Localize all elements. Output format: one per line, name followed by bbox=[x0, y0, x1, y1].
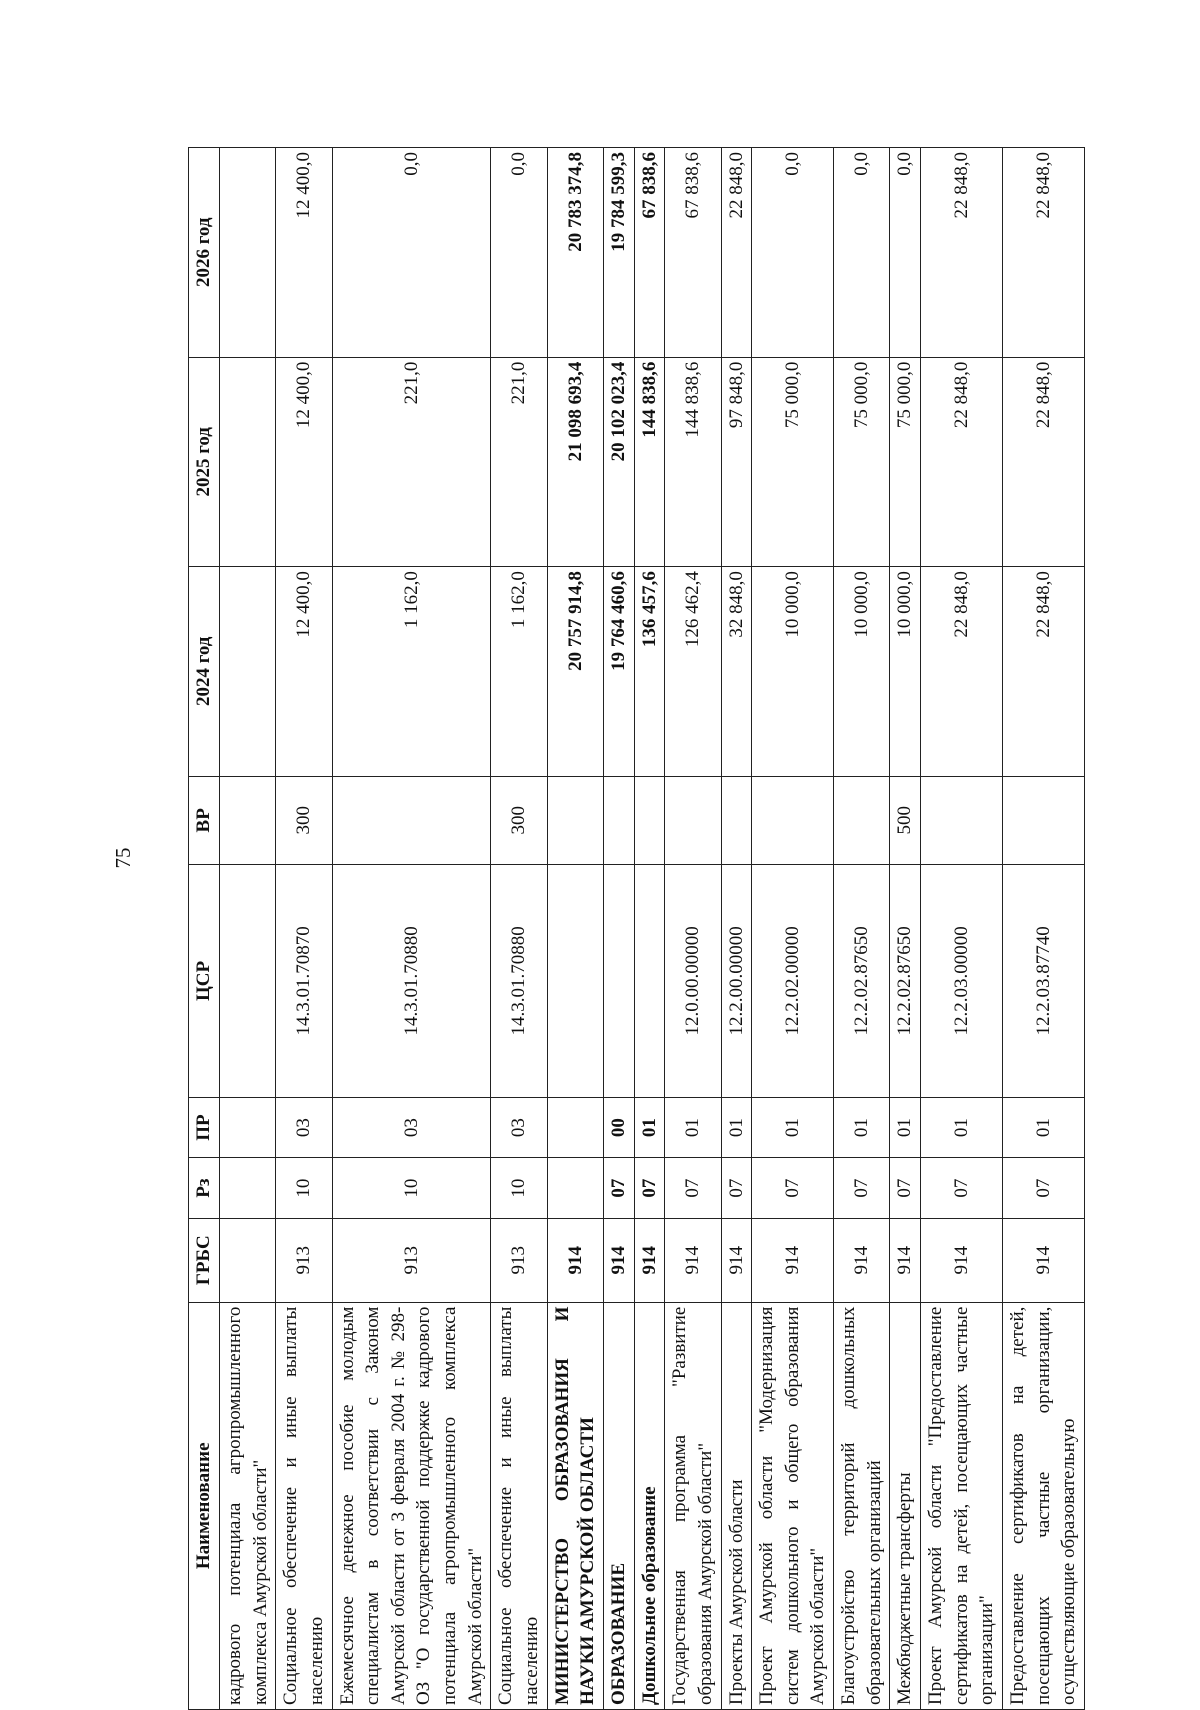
table-row bbox=[491, 148, 547, 1710]
cell-pr: 01 bbox=[752, 1097, 834, 1158]
cell-csr: 14.3.01.70880 bbox=[491, 865, 547, 1098]
cell-rz: 07 bbox=[890, 1158, 921, 1219]
table-row bbox=[547, 148, 603, 1710]
cell-rz: 10 bbox=[332, 1158, 491, 1219]
cell-2026: 0,0 bbox=[332, 148, 491, 358]
cell-csr: 12.0.00.00000 bbox=[665, 865, 721, 1098]
cell-rz: 07 bbox=[752, 1158, 834, 1219]
table-body bbox=[220, 148, 1085, 1710]
cell-2025: 21 098 693,4 bbox=[547, 357, 603, 567]
table-row bbox=[603, 148, 634, 1710]
cell-name: Проект Амурской области "Предоставление сертификатов на детей, посещающих частные организации" bbox=[921, 1302, 1003, 1709]
table-row bbox=[890, 148, 921, 1710]
cell-grbs: 914 bbox=[721, 1218, 752, 1302]
cell-name: Проект Амурской области "Модернизация систем дошкольного и общего образования Амурской области" bbox=[752, 1302, 834, 1709]
cell-2024: 22 848,0 bbox=[1002, 567, 1084, 777]
cell-rz: 07 bbox=[1002, 1158, 1084, 1219]
cell-pr: 01 bbox=[921, 1097, 1003, 1158]
cell-rz: 07 bbox=[834, 1158, 890, 1219]
cell-2025: 221,0 bbox=[332, 357, 491, 567]
cell-csr: 12.2.02.87650 bbox=[890, 865, 921, 1098]
cell-csr bbox=[634, 865, 665, 1098]
cell-2024: 136 457,6 bbox=[634, 567, 665, 777]
table-row bbox=[721, 148, 752, 1710]
table-row bbox=[921, 148, 1003, 1710]
cell-name: Социальное обеспечение и иные выплаты населению bbox=[276, 1302, 332, 1709]
cell-rz: 10 bbox=[491, 1158, 547, 1219]
cell-pr: 00 bbox=[603, 1097, 634, 1158]
cell-pr: 01 bbox=[1002, 1097, 1084, 1158]
cell-vr bbox=[603, 776, 634, 864]
cell-2026 bbox=[220, 148, 276, 358]
cell-rz: 07 bbox=[634, 1158, 665, 1219]
cell-2026: 12 400,0 bbox=[276, 148, 332, 358]
cell-2026: 22 848,0 bbox=[721, 148, 752, 358]
cell-grbs: 914 bbox=[834, 1218, 890, 1302]
budget-table bbox=[188, 147, 1085, 1710]
cell-2026: 0,0 bbox=[752, 148, 834, 358]
cell-grbs: 914 bbox=[634, 1218, 665, 1302]
cell-name: Межбюджетные трансферты bbox=[890, 1302, 921, 1709]
table-row bbox=[634, 148, 665, 1710]
cell-name: Проекты Амурской области bbox=[721, 1302, 752, 1709]
cell-csr: 12.2.02.87650 bbox=[834, 865, 890, 1098]
column-header-2025: 2025 год bbox=[189, 357, 220, 567]
cell-csr: 12.2.03.00000 bbox=[921, 865, 1003, 1098]
cell-rz: 07 bbox=[665, 1158, 721, 1219]
cell-2024: 12 400,0 bbox=[276, 567, 332, 777]
cell-csr bbox=[220, 865, 276, 1098]
cell-2026: 0,0 bbox=[834, 148, 890, 358]
page-number: 75 bbox=[110, 847, 135, 869]
cell-vr bbox=[752, 776, 834, 864]
cell-vr bbox=[921, 776, 1003, 864]
cell-vr bbox=[1002, 776, 1084, 864]
cell-grbs: 913 bbox=[491, 1218, 547, 1302]
table-row bbox=[665, 148, 721, 1710]
table-row bbox=[834, 148, 890, 1710]
cell-2026: 67 838,6 bbox=[634, 148, 665, 358]
cell-vr bbox=[332, 776, 491, 864]
table-row bbox=[220, 148, 276, 1710]
cell-name: Ежемесячное денежное пособие молодым специалистам в соответствии с Законом Амурской области от 3 февраля 2004 г. № 298-ОЗ "О государственной поддержке кадрового потенциала агропромышленного комплекса Амурской области" bbox=[332, 1302, 491, 1709]
cell-2024 bbox=[220, 567, 276, 777]
cell-name: кадрового потенциала агропромышленного комплекса Амурской области" bbox=[220, 1302, 276, 1709]
cell-2025: 75 000,0 bbox=[752, 357, 834, 567]
cell-2024: 20 757 914,8 bbox=[547, 567, 603, 777]
cell-name: Предоставление сертификатов на детей, посещающих частные организации, осуществляющие образовательную bbox=[1002, 1302, 1084, 1709]
cell-grbs: 914 bbox=[547, 1218, 603, 1302]
cell-rz bbox=[547, 1158, 603, 1219]
cell-2024: 10 000,0 bbox=[890, 567, 921, 777]
cell-rz: 07 bbox=[603, 1158, 634, 1219]
cell-vr bbox=[547, 776, 603, 864]
cell-pr: 01 bbox=[890, 1097, 921, 1158]
cell-grbs: 914 bbox=[665, 1218, 721, 1302]
cell-2025: 75 000,0 bbox=[834, 357, 890, 567]
column-header-2026: 2026 год bbox=[189, 148, 220, 358]
cell-csr bbox=[547, 865, 603, 1098]
cell-vr bbox=[220, 776, 276, 864]
cell-pr: 01 bbox=[721, 1097, 752, 1158]
cell-2025: 75 000,0 bbox=[890, 357, 921, 567]
column-header-pr: ПР bbox=[189, 1097, 220, 1158]
cell-vr: 300 bbox=[276, 776, 332, 864]
cell-vr bbox=[665, 776, 721, 864]
cell-name: Дошкольное образование bbox=[634, 1302, 665, 1709]
column-header-vr: ВР bbox=[189, 776, 220, 864]
cell-2024: 1 162,0 bbox=[491, 567, 547, 777]
cell-grbs: 914 bbox=[752, 1218, 834, 1302]
cell-grbs: 914 bbox=[603, 1218, 634, 1302]
cell-rz bbox=[220, 1158, 276, 1219]
cell-vr: 500 bbox=[890, 776, 921, 864]
cell-2026: 0,0 bbox=[890, 148, 921, 358]
cell-2026: 22 848,0 bbox=[1002, 148, 1084, 358]
cell-vr bbox=[634, 776, 665, 864]
cell-pr: 01 bbox=[634, 1097, 665, 1158]
cell-csr: 12.2.00.00000 bbox=[721, 865, 752, 1098]
cell-2026: 22 848,0 bbox=[921, 148, 1003, 358]
table-row bbox=[276, 148, 332, 1710]
cell-pr: 03 bbox=[276, 1097, 332, 1158]
cell-2025: 221,0 bbox=[491, 357, 547, 567]
column-header-name: Наименование bbox=[189, 1302, 220, 1709]
cell-rz: 10 bbox=[276, 1158, 332, 1219]
cell-2025: 144 838,6 bbox=[665, 357, 721, 567]
cell-name: Благоустройство территорий дошкольных образовательных организаций bbox=[834, 1302, 890, 1709]
cell-name: ОБРАЗОВАНИЕ bbox=[603, 1302, 634, 1709]
cell-pr bbox=[220, 1097, 276, 1158]
cell-2024: 22 848,0 bbox=[921, 567, 1003, 777]
cell-csr: 14.3.01.70880 bbox=[332, 865, 491, 1098]
cell-name: МИНИСТЕРСТВО ОБРАЗОВАНИЯ И НАУКИ АМУРСКОЙ ОБЛАСТИ bbox=[547, 1302, 603, 1709]
cell-2024: 1 162,0 bbox=[332, 567, 491, 777]
cell-rz: 07 bbox=[721, 1158, 752, 1219]
table-row bbox=[1002, 148, 1084, 1710]
cell-2026: 19 784 599,3 bbox=[603, 148, 634, 358]
cell-2024: 10 000,0 bbox=[752, 567, 834, 777]
column-header-csr: ЦСР bbox=[189, 865, 220, 1098]
cell-2026: 0,0 bbox=[491, 148, 547, 358]
cell-rz: 07 bbox=[921, 1158, 1003, 1219]
cell-pr: 03 bbox=[332, 1097, 491, 1158]
table-row bbox=[752, 148, 834, 1710]
cell-csr: 14.3.01.70870 bbox=[276, 865, 332, 1098]
cell-pr: 01 bbox=[665, 1097, 721, 1158]
cell-csr: 12.2.03.87740 bbox=[1002, 865, 1084, 1098]
cell-vr bbox=[721, 776, 752, 864]
cell-pr bbox=[547, 1097, 603, 1158]
cell-2025: 20 102 023,4 bbox=[603, 357, 634, 567]
cell-2024: 19 764 460,6 bbox=[603, 567, 634, 777]
table-row bbox=[332, 148, 491, 1710]
cell-grbs: 914 bbox=[921, 1218, 1003, 1302]
cell-2024: 10 000,0 bbox=[834, 567, 890, 777]
cell-2024: 32 848,0 bbox=[721, 567, 752, 777]
cell-name: Социальное обеспечение и иные выплаты населению bbox=[491, 1302, 547, 1709]
column-header-2024: 2024 год bbox=[189, 567, 220, 777]
cell-pr: 01 bbox=[834, 1097, 890, 1158]
cell-grbs: 913 bbox=[276, 1218, 332, 1302]
cell-2024: 126 462,4 bbox=[665, 567, 721, 777]
cell-2025: 12 400,0 bbox=[276, 357, 332, 567]
cell-grbs: 914 bbox=[1002, 1218, 1084, 1302]
cell-2025 bbox=[220, 357, 276, 567]
cell-grbs bbox=[220, 1218, 276, 1302]
cell-2026: 20 783 374,8 bbox=[547, 148, 603, 358]
column-header-grbs: ГРБС bbox=[189, 1218, 220, 1302]
cell-name: Государственная программа "Развитие образования Амурской области" bbox=[665, 1302, 721, 1709]
cell-2025: 144 838,6 bbox=[634, 357, 665, 567]
cell-2025: 22 848,0 bbox=[921, 357, 1003, 567]
cell-grbs: 913 bbox=[332, 1218, 491, 1302]
cell-2025: 22 848,0 bbox=[1002, 357, 1084, 567]
cell-pr: 03 bbox=[491, 1097, 547, 1158]
budget-table-container bbox=[188, 150, 1188, 1710]
cell-2026: 67 838,6 bbox=[665, 148, 721, 358]
cell-2025: 97 848,0 bbox=[721, 357, 752, 567]
table-header-row bbox=[189, 148, 220, 1710]
cell-csr bbox=[603, 865, 634, 1098]
cell-vr: 300 bbox=[491, 776, 547, 864]
cell-vr bbox=[834, 776, 890, 864]
column-header-rz: Рз bbox=[189, 1158, 220, 1219]
cell-csr: 12.2.02.00000 bbox=[752, 865, 834, 1098]
cell-grbs: 914 bbox=[890, 1218, 921, 1302]
